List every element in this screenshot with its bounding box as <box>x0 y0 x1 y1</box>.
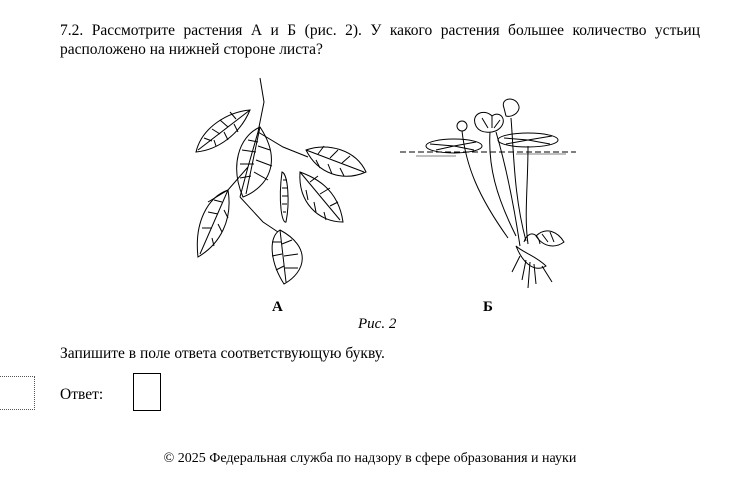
margin-box <box>0 376 35 410</box>
instruction-text: Запишите в поле ответа соответствующую букву. <box>60 345 385 362</box>
water-lily-illustration <box>396 96 582 292</box>
answer-input[interactable] <box>133 373 161 411</box>
answer-label: Ответ: <box>60 386 104 403</box>
copyright-footer: © 2025 Федеральная служба по надзору в сфере образования и науки <box>163 451 577 466</box>
figure-caption: Рис. 2 <box>358 316 397 332</box>
figure-label-a: А <box>272 299 283 315</box>
question-text: 7.2. Рассмотрите растения А и Б (рис. 2). У какого растения большее количество устьиц расположено на нижней стороне листа? <box>60 22 700 58</box>
birch-branch-illustration <box>188 72 378 287</box>
figure-label-b: Б <box>483 299 493 315</box>
